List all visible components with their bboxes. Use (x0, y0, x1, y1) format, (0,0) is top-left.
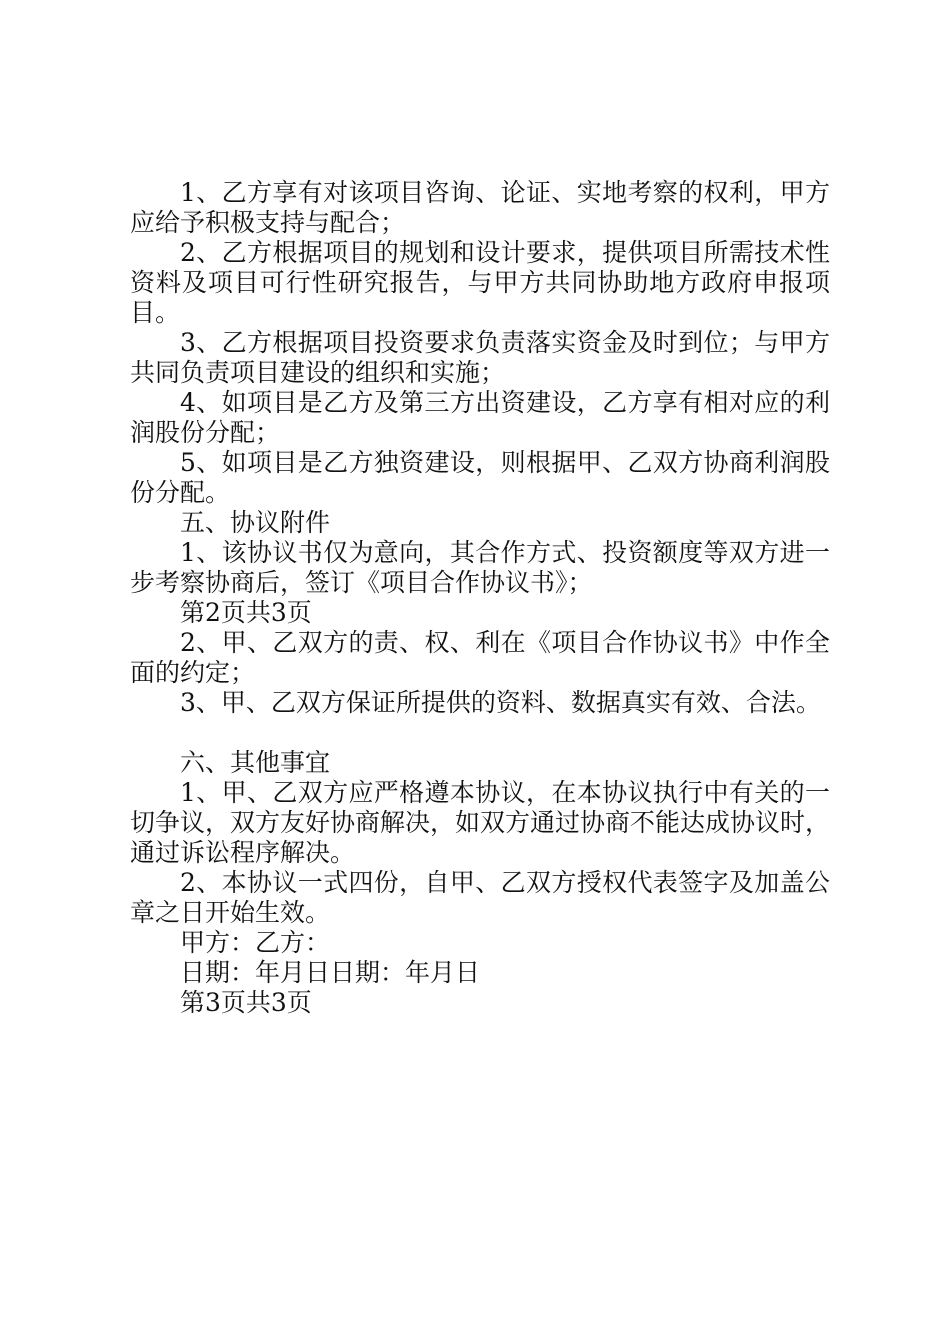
clause-2-technical-materials: 2、乙方根据项目的规划和设计要求，提供项目所需技术性资料及项目可行性研究报告，与甲方共同协助地方政府申报项目。 (130, 238, 830, 327)
document-page (130, 178, 830, 1018)
page-number-3: 第3页共3页 (180, 988, 312, 1017)
blank-line (130, 718, 830, 748)
other-clause-2-effectiveness: 2、本协议一式四份，自甲、乙双方授权代表签字及加盖公章之日开始生效。 (130, 868, 830, 927)
signature-parties: 甲方：乙方： (180, 928, 331, 957)
clause-4-third-party-profit: 4、如项目是乙方及第三方出资建设，乙方享有相对应的利润股份分配； (130, 388, 830, 447)
clause-3-funding: 3、乙方根据项目投资要求负责落实资金及时到位；与甲方共同负责项目建设的组织和实施； (130, 328, 830, 387)
attachment-clause-3: 3、甲、乙双方保证所提供的资料、数据真实有效、合法。 (180, 688, 821, 717)
signature-dates: 日期：年月日日期：年月日 (180, 958, 481, 987)
other-clause-1-disputes: 1、甲、乙双方应严格遵本协议，在本协议执行中有关的一切争议，双方友好协商解决，如双方通过协商不能达成协议时，通过诉讼程序解决。 (130, 778, 831, 867)
page-number-2: 第2页共3页 (180, 598, 312, 627)
attachment-clause-1: 1、该协议书仅为意向，其合作方式、投资额度等双方进一步考察协商后，签订《项目合作协议书》； (130, 538, 830, 597)
section-heading-attachments: 五、协议附件 (180, 508, 331, 537)
clause-5-sole-investment: 5、如项目是乙方独资建设，则根据甲、乙双方协商利润股份分配。 (130, 448, 830, 507)
section-heading-other-matters: 六、其他事宜 (180, 748, 331, 777)
attachment-clause-2: 2、甲、乙双方的责、权、利在《项目合作协议书》中作全面的约定； (130, 628, 830, 687)
clause-1-consultation-rights: 1、乙方享有对该项目咨询、论证、实地考察的权利，甲方应给予积极支持与配合； (130, 178, 830, 237)
